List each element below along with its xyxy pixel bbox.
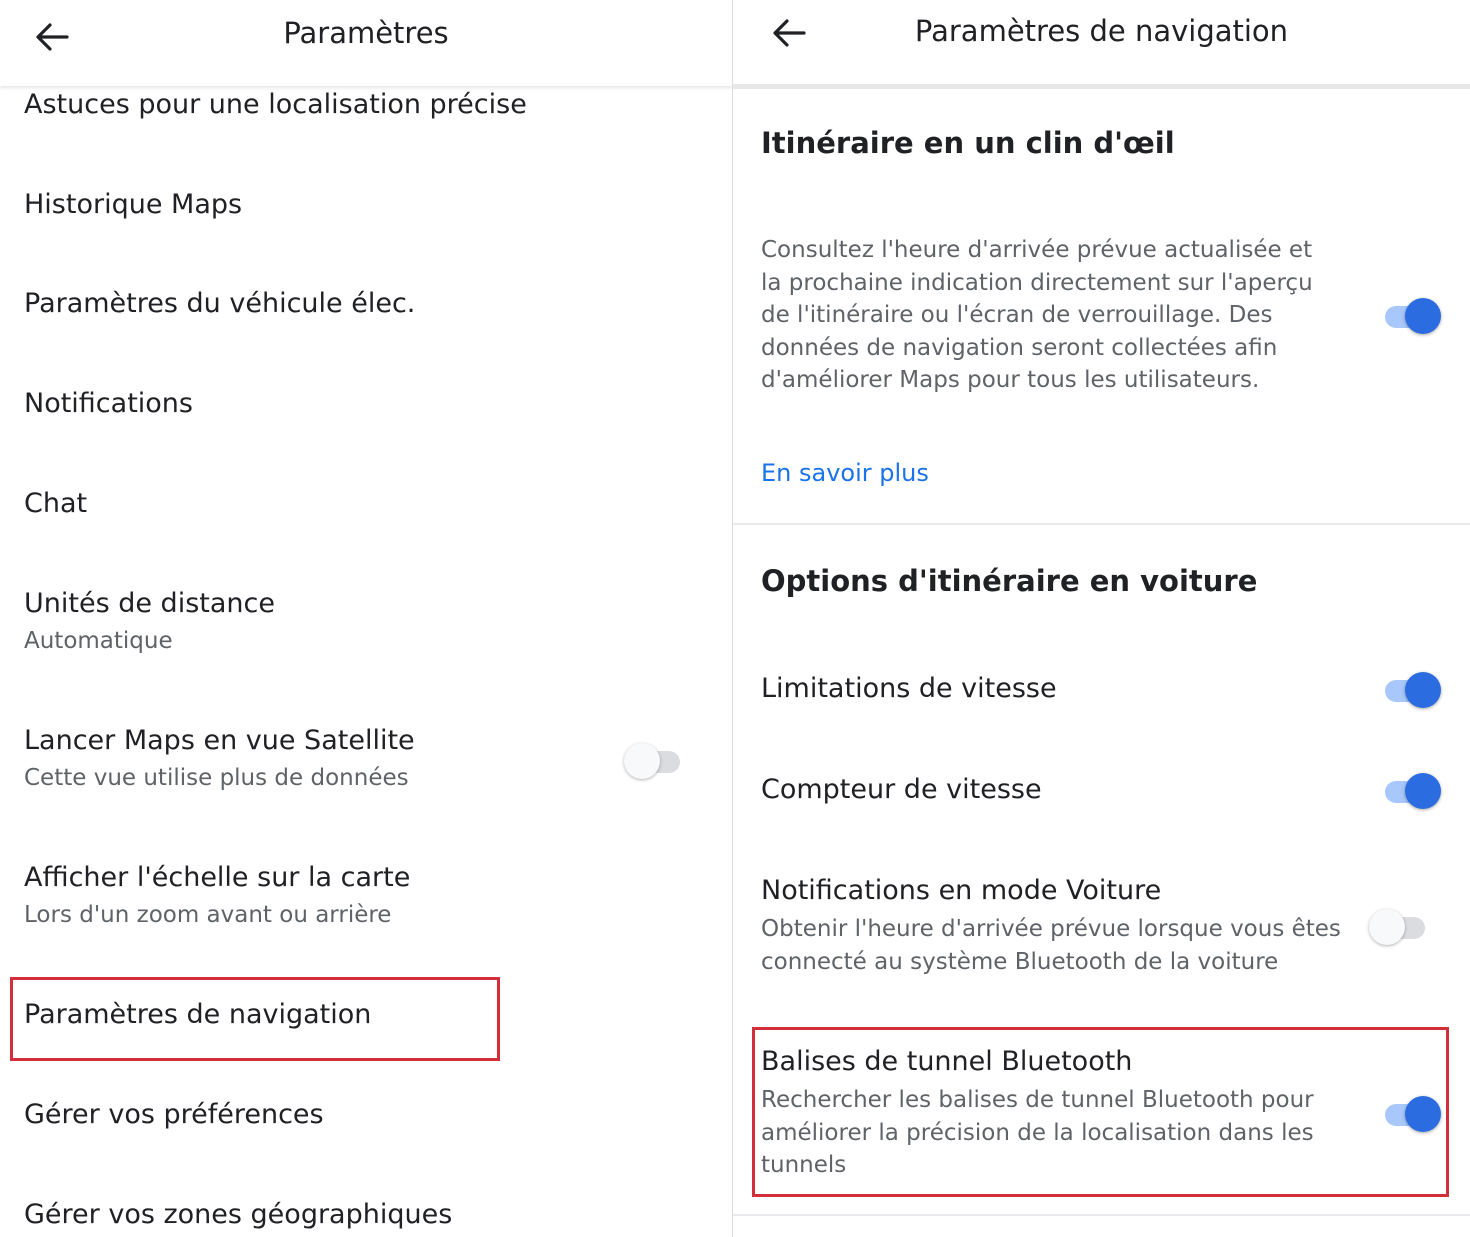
section-divider — [733, 1214, 1470, 1216]
row-title: Compteur de vitesse — [761, 774, 1042, 805]
page-title: Paramètres — [283, 16, 449, 50]
item-title: Notifications — [24, 388, 193, 419]
navigation-settings-panel — [733, 0, 1470, 1237]
item-title: Lancer Maps en vue Satellite — [24, 725, 415, 756]
settings-panel — [0, 0, 732, 1237]
settings-item-location-tips[interactable] — [24, 87, 692, 123]
settings-item-satellite-view[interactable] — [24, 723, 692, 795]
toggle-thumb — [624, 743, 660, 779]
item-title: Paramètres de navigation — [24, 999, 372, 1030]
satellite-view-toggle[interactable] — [624, 741, 682, 781]
settings-item-map-scale[interactable] — [24, 860, 692, 932]
item-title: Afficher l'échelle sur la carte — [24, 862, 411, 893]
item-title: Unités de distance — [24, 588, 275, 619]
glance-toggle[interactable] — [1383, 296, 1441, 336]
settings-item-preferences[interactable] — [24, 1097, 692, 1133]
bluetooth-beacons-row[interactable] — [761, 1044, 1440, 1182]
learn-more-link[interactable]: En savoir plus — [761, 459, 929, 487]
row-title: Notifications en mode Voiture — [761, 875, 1162, 906]
settings-item-places[interactable] — [24, 1197, 692, 1233]
row-title: Balises de tunnel Bluetooth — [761, 1046, 1133, 1077]
speed-limits-row[interactable] — [761, 671, 1440, 707]
navigation-app-bar — [733, 0, 1470, 89]
toggle-thumb — [1405, 773, 1441, 809]
item-subtitle: Lors d'un zoom avant ou arrière — [24, 902, 392, 928]
row-subtitle: Obtenir l'heure d'arrivée prévue lorsque vous êtes connecté au système Bluetooth de la voiture — [761, 916, 1341, 975]
driving-notifications-row[interactable] — [761, 873, 1440, 978]
settings-item-maps-history[interactable] — [24, 187, 692, 223]
toggle-thumb — [1405, 298, 1441, 334]
item-subtitle: Cette vue utilise plus de données — [24, 765, 409, 791]
item-subtitle: Automatique — [24, 628, 173, 654]
speed-limits-toggle[interactable] — [1383, 670, 1441, 710]
section-divider — [733, 523, 1470, 525]
driving-section-title: Options d'itinéraire en voiture — [761, 564, 1258, 598]
glance-section-title: Itinéraire en un clin d'œil — [761, 126, 1175, 160]
item-title: Gérer vos zones géographiques — [24, 1199, 453, 1230]
glance-description: Consultez l'heure d'arrivée prévue actualisée et la prochaine indication directement sur l'aperçu de l'itinéraire ou l'écran de verrouillage. Des données de navigation seront collectées afin d'améliorer Maps pour tous les utilisateurs. — [761, 237, 1313, 393]
row-subtitle: Rechercher les balises de tunnel Bluetooth pour améliorer la précision de la localisation dans les tunnels — [761, 1087, 1314, 1178]
settings-item-notifications[interactable] — [24, 386, 692, 422]
item-title: Astuces pour une localisation précise — [24, 89, 527, 120]
page-title: Paramètres de navigation — [914, 14, 1289, 48]
toggle-thumb — [1369, 909, 1405, 945]
driving-notifications-toggle[interactable] — [1369, 907, 1427, 947]
settings-item-distance-units[interactable] — [24, 586, 692, 658]
item-title: Gérer vos préférences — [24, 1099, 324, 1130]
settings-item-navigation-settings[interactable] — [24, 997, 692, 1033]
bluetooth-beacons-toggle[interactable] — [1383, 1094, 1441, 1134]
item-title: Historique Maps — [24, 189, 243, 220]
toggle-thumb — [1405, 1096, 1441, 1132]
item-title: Paramètres du véhicule élec. — [24, 288, 416, 319]
row-title: Limitations de vitesse — [761, 673, 1057, 704]
speedometer-row[interactable] — [761, 772, 1440, 808]
settings-item-chat[interactable] — [24, 486, 692, 522]
settings-app-bar — [0, 0, 732, 86]
speedometer-toggle[interactable] — [1383, 771, 1441, 811]
toggle-thumb — [1405, 672, 1441, 708]
item-title: Chat — [24, 488, 88, 519]
settings-item-ev-settings[interactable] — [24, 286, 692, 322]
